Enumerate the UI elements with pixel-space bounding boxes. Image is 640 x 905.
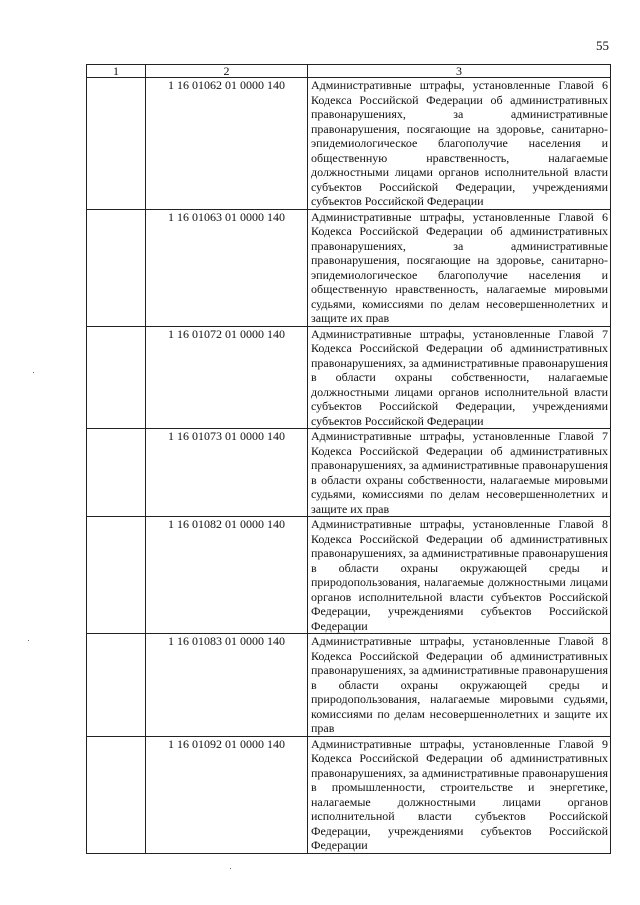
scan-artifact	[33, 372, 34, 373]
table-row	[87, 78, 611, 210]
column-header-1: 1	[87, 65, 146, 78]
budget-code-cell: 1 16 01072 01 0000 140	[146, 326, 308, 429]
description-cell: Административные штрафы, установленные Главой 8 Кодекса Российской Федерации об административных правонарушениях, за административные правонарушения в области охраны окружающей среды и природопользования, налагаемые должностными лицами органов исполнительной власти субъектов Российской Федерации, учреждениями субъектов Российской Федерации	[308, 517, 611, 634]
table-row	[87, 326, 611, 429]
description-cell: Административные штрафы, установленные Главой 7 Кодекса Российской Федерации об административных правонарушениях, за административные правонарушения в области охраны собственности, налагаемые мировыми судьями, комиссиями по делам несовершеннолетних и защите их прав	[308, 429, 611, 517]
budget-code-cell: 1 16 01083 01 0000 140	[146, 634, 308, 737]
page-number: 55	[596, 38, 609, 53]
row-number-cell	[87, 326, 146, 429]
row-number-cell	[87, 517, 146, 634]
table-row	[87, 736, 611, 853]
table-row	[87, 209, 611, 326]
budget-code-cell: 1 16 01063 01 0000 140	[146, 209, 308, 326]
scan-artifact	[28, 640, 29, 641]
budget-code-cell: 1 16 01082 01 0000 140	[146, 517, 308, 634]
row-number-cell	[87, 78, 146, 210]
table-header	[87, 65, 611, 78]
row-number-cell	[87, 634, 146, 737]
row-number-cell	[87, 736, 146, 853]
budget-code-cell: 1 16 01062 01 0000 140	[146, 78, 308, 210]
column-header-3: 3	[308, 65, 611, 78]
table-row	[87, 517, 611, 634]
scan-artifact	[230, 868, 231, 869]
description-cell: Административные штрафы, установленные Главой 6 Кодекса Российской Федерации об административных правонарушениях, за административные правонарушения, посягающие на здоровье, санитарно-эпидемиологическое благополучие населения и общественную нравственность, налагаемые должностными лицами органов исполнительной власти субъектов Российской Федерации, учреждениями субъектов Российской Федерации	[308, 78, 611, 210]
row-number-cell	[87, 429, 146, 517]
table-row	[87, 634, 611, 737]
column-header-2: 2	[146, 65, 308, 78]
row-number-cell	[87, 209, 146, 326]
budget-code-cell: 1 16 01092 01 0000 140	[146, 736, 308, 853]
table-body	[87, 78, 611, 854]
budget-code-cell: 1 16 01073 01 0000 140	[146, 429, 308, 517]
description-cell: Административные штрафы, установленные Главой 7 Кодекса Российской Федерации об административных правонарушениях, за административные правонарушения в области охраны собственности, налагаемые должностными лицами органов исполнительной власти субъектов Российской Федерации, учреждениями субъектов Российской Федерации	[308, 326, 611, 429]
description-cell: Административные штрафы, установленные Главой 6 Кодекса Российской Федерации об административных правонарушениях, за административные правонарушения, посягающие на здоровье, санитарно-эпидемиологическое благополучие населения и общественную нравственность, налагаемые мировыми судьями, комиссиями по делам несовершеннолетних и защите их прав	[308, 209, 611, 326]
description-cell: Административные штрафы, установленные Главой 9 Кодекса Российской Федерации об административных правонарушениях, за административные правонарушения в промышленности, строительстве и энергетике, налагаемые должностными лицами органов исполнительной власти субъектов Российской Федерации, учреждениями субъектов Российской Федерации	[308, 736, 611, 853]
budget-codes-table	[86, 64, 611, 854]
table-row	[87, 429, 611, 517]
description-cell: Административные штрафы, установленные Главой 8 Кодекса Российской Федерации об административных правонарушениях, за административные правонарушения в области охраны окружающей среды и природопользования, налагаемые мировыми судьями, комиссиями по делам несовершеннолетних и защите их прав	[308, 634, 611, 737]
header-row	[87, 65, 611, 78]
